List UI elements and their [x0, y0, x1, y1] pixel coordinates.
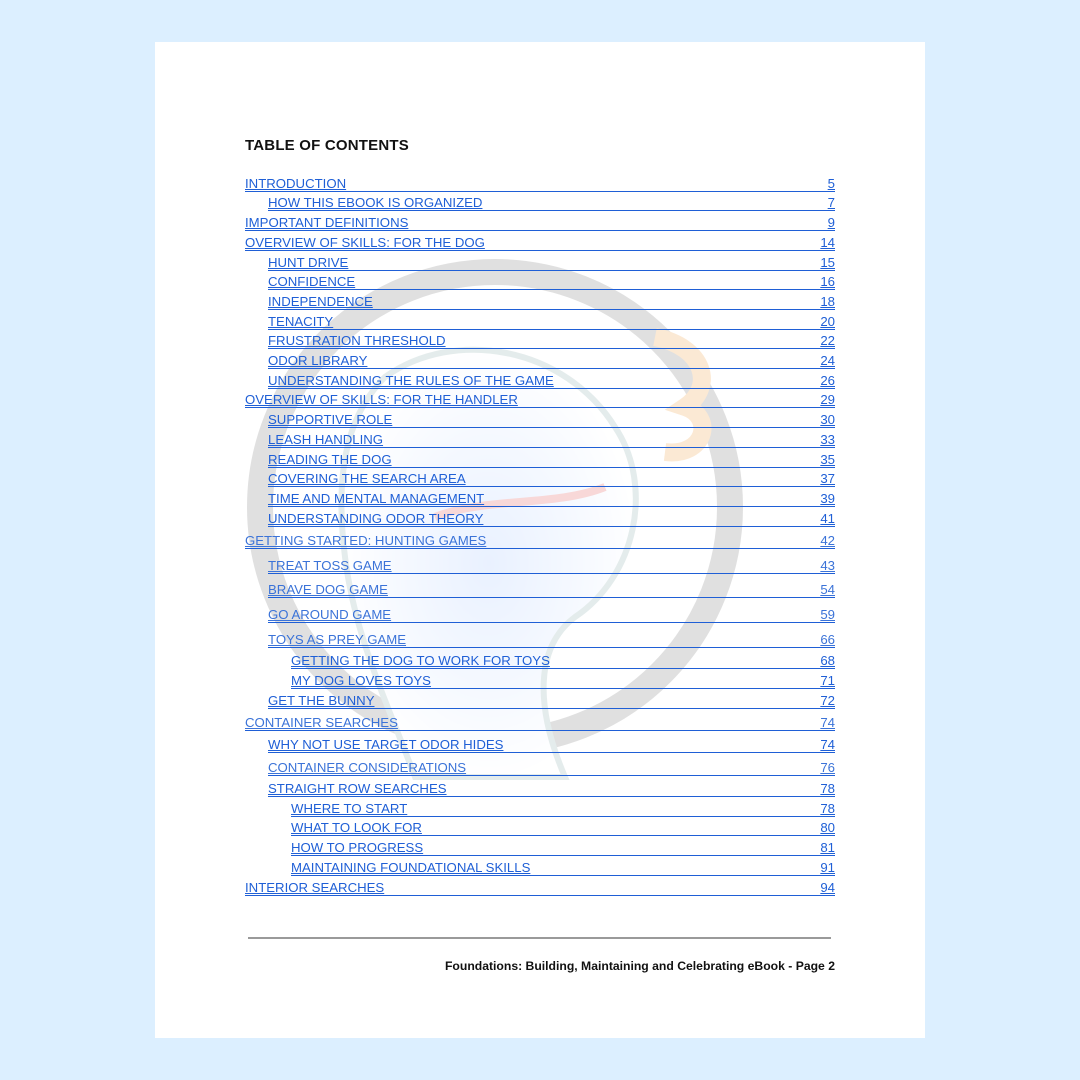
- toc-entry-label: BRAVE DOG GAME: [268, 582, 388, 597]
- toc-entry-page-number: 29: [820, 392, 835, 407]
- toc-entry-label: CONTAINER SEARCHES: [245, 715, 398, 730]
- toc-entry-page-number: 54: [820, 582, 835, 597]
- toc-entry[interactable]: [268, 758, 835, 776]
- toc-entry[interactable]: [268, 735, 835, 753]
- toc-entry-label: TOYS AS PREY GAME: [268, 632, 407, 647]
- toc-entry[interactable]: [245, 233, 835, 251]
- toc-entry[interactable]: [291, 818, 835, 836]
- toc-entry[interactable]: [245, 531, 835, 549]
- toc-entry-label: INDEPENDENCE: [268, 294, 373, 309]
- toc-entry-label: HOW TO PROGRESS: [291, 840, 424, 855]
- toc-entry[interactable]: [268, 371, 835, 389]
- toc-entry-page-number: 71: [820, 673, 835, 688]
- toc-entry-page-number: 16: [820, 274, 835, 289]
- toc-entry-label: MAINTAINING FOUNDATIONAL SKILLS: [291, 860, 531, 875]
- toc-entry-label: INTERIOR SEARCHES: [245, 880, 385, 895]
- toc-entry[interactable]: [268, 292, 835, 310]
- toc-entry[interactable]: [268, 691, 835, 709]
- toc-entry-label: READING THE DOG: [268, 452, 392, 467]
- toc-entry[interactable]: [245, 713, 835, 731]
- toc-entry-label: LEASH HANDLING: [268, 432, 384, 447]
- toc-entry-label: WHERE TO START: [291, 801, 408, 816]
- footer-divider: [248, 937, 831, 939]
- toc-entry[interactable]: [268, 331, 835, 349]
- toc-entry-page-number: 76: [820, 760, 835, 775]
- toc-entry[interactable]: [245, 878, 835, 896]
- toc-entry[interactable]: [268, 630, 835, 648]
- toc-entry-page-number: 81: [820, 840, 835, 855]
- toc-entry-page-number: 91: [820, 860, 835, 875]
- toc-entry-page-number: 26: [820, 373, 835, 388]
- toc-entry-label: TIME AND MENTAL MANAGEMENT: [268, 491, 485, 506]
- toc-entry-page-number: 33: [820, 432, 835, 447]
- toc-entry-label: TREAT TOSS GAME: [268, 558, 392, 573]
- toc-entry-label: CONFIDENCE: [268, 274, 356, 289]
- toc-entry-page-number: 80: [820, 820, 835, 835]
- toc-entry-page-number: 59: [820, 607, 835, 622]
- page-footer: Foundations: Building, Maintaining and Celebrating eBook - Page 2: [444, 959, 835, 973]
- toc-title: TABLE OF CONTENTS: [245, 137, 409, 154]
- toc-entry[interactable]: [268, 469, 835, 487]
- toc-entry-page-number: 72: [820, 693, 835, 708]
- toc-entry[interactable]: [268, 430, 835, 448]
- toc-entry-label: ODOR LIBRARY: [268, 353, 368, 368]
- toc-entry-label: GO AROUND GAME: [268, 607, 392, 622]
- table-of-contents: [155, 42, 925, 942]
- toc-entry-page-number: 42: [820, 533, 835, 548]
- toc-entry-page-number: 22: [820, 333, 835, 348]
- toc-entry-label: MY DOG LOVES TOYS: [291, 673, 431, 688]
- toc-entry-label: GETTING STARTED: HUNTING GAMES: [245, 533, 487, 548]
- toc-entry-page-number: 24: [820, 353, 835, 368]
- toc-entry[interactable]: [245, 174, 835, 192]
- toc-entry-label: STRAIGHT ROW SEARCHES: [268, 781, 447, 796]
- toc-entry-page-number: 15: [820, 255, 835, 270]
- toc-entry-label: TENACITY: [268, 314, 334, 329]
- toc-entry[interactable]: [268, 509, 835, 527]
- toc-entry-label: FRUSTRATION THRESHOLD: [268, 333, 446, 348]
- toc-entry[interactable]: [268, 580, 835, 598]
- toc-entry-page-number: 74: [820, 715, 835, 730]
- toc-entry-page-number: 94: [820, 880, 835, 895]
- toc-entry[interactable]: [268, 450, 835, 468]
- toc-entry[interactable]: [268, 779, 835, 797]
- toc-entry-label: GETTING THE DOG TO WORK FOR TOYS: [291, 653, 550, 668]
- toc-entry[interactable]: [268, 253, 835, 271]
- toc-entry-page-number: 66: [820, 632, 835, 647]
- toc-entry-label: OVERVIEW OF SKILLS: FOR THE HANDLER: [245, 392, 518, 407]
- toc-entry-label: WHAT TO LOOK FOR: [291, 820, 422, 835]
- ebook-page: [155, 42, 925, 1038]
- toc-entry[interactable]: [268, 489, 835, 507]
- toc-entry-label: UNDERSTANDING ODOR THEORY: [268, 511, 484, 526]
- toc-entry-label: SUPPORTIVE ROLE: [268, 412, 393, 427]
- toc-entry-label: COVERING THE SEARCH AREA: [268, 471, 466, 486]
- toc-entry-page-number: 5: [827, 176, 835, 191]
- toc-entry-page-number: 35: [820, 452, 835, 467]
- toc-entry-label: HUNT DRIVE: [268, 255, 349, 270]
- toc-entry-page-number: 78: [820, 801, 835, 816]
- toc-entry-page-number: 9: [827, 215, 835, 230]
- toc-entry[interactable]: [245, 213, 835, 231]
- toc-entry-label: CONTAINER CONSIDERATIONS: [268, 760, 467, 775]
- toc-entry[interactable]: [268, 556, 835, 574]
- toc-entry[interactable]: [291, 651, 835, 669]
- toc-entry-page-number: 18: [820, 294, 835, 309]
- toc-entry-label: INTRODUCTION: [245, 176, 347, 191]
- toc-entry-page-number: 7: [827, 195, 835, 210]
- toc-entry-label: WHY NOT USE TARGET ODOR HIDES: [268, 737, 504, 752]
- toc-entry[interactable]: [245, 390, 835, 408]
- toc-entry[interactable]: [268, 193, 835, 211]
- toc-entry-page-number: 41: [820, 511, 835, 526]
- toc-entry-label: UNDERSTANDING THE RULES OF THE GAME: [268, 373, 554, 388]
- toc-entry[interactable]: [268, 605, 835, 623]
- toc-entry-page-number: 78: [820, 781, 835, 796]
- toc-entry-page-number: 30: [820, 412, 835, 427]
- toc-entry-page-number: 37: [820, 471, 835, 486]
- toc-entry[interactable]: [291, 799, 835, 817]
- toc-entry-page-number: 14: [820, 235, 835, 250]
- toc-entry-label: HOW THIS EBOOK IS ORGANIZED: [268, 195, 483, 210]
- toc-entry-label: OVERVIEW OF SKILLS: FOR THE DOG: [245, 235, 485, 250]
- toc-entry-label: IMPORTANT DEFINITIONS: [245, 215, 409, 230]
- toc-entry-label: GET THE BUNNY: [268, 693, 375, 708]
- toc-entry[interactable]: [268, 272, 835, 290]
- toc-entry-page-number: 20: [820, 314, 835, 329]
- toc-entry[interactable]: [268, 410, 835, 428]
- toc-entry[interactable]: [291, 858, 835, 876]
- toc-entry[interactable]: [268, 312, 835, 330]
- toc-entry-page-number: 43: [820, 558, 835, 573]
- toc-entry-page-number: 74: [820, 737, 835, 752]
- toc-entry-page-number: 68: [820, 653, 835, 668]
- toc-entry[interactable]: [268, 351, 835, 369]
- toc-entry-page-number: 39: [820, 491, 835, 506]
- toc-entry[interactable]: [291, 671, 835, 689]
- toc-entry[interactable]: [291, 838, 835, 856]
